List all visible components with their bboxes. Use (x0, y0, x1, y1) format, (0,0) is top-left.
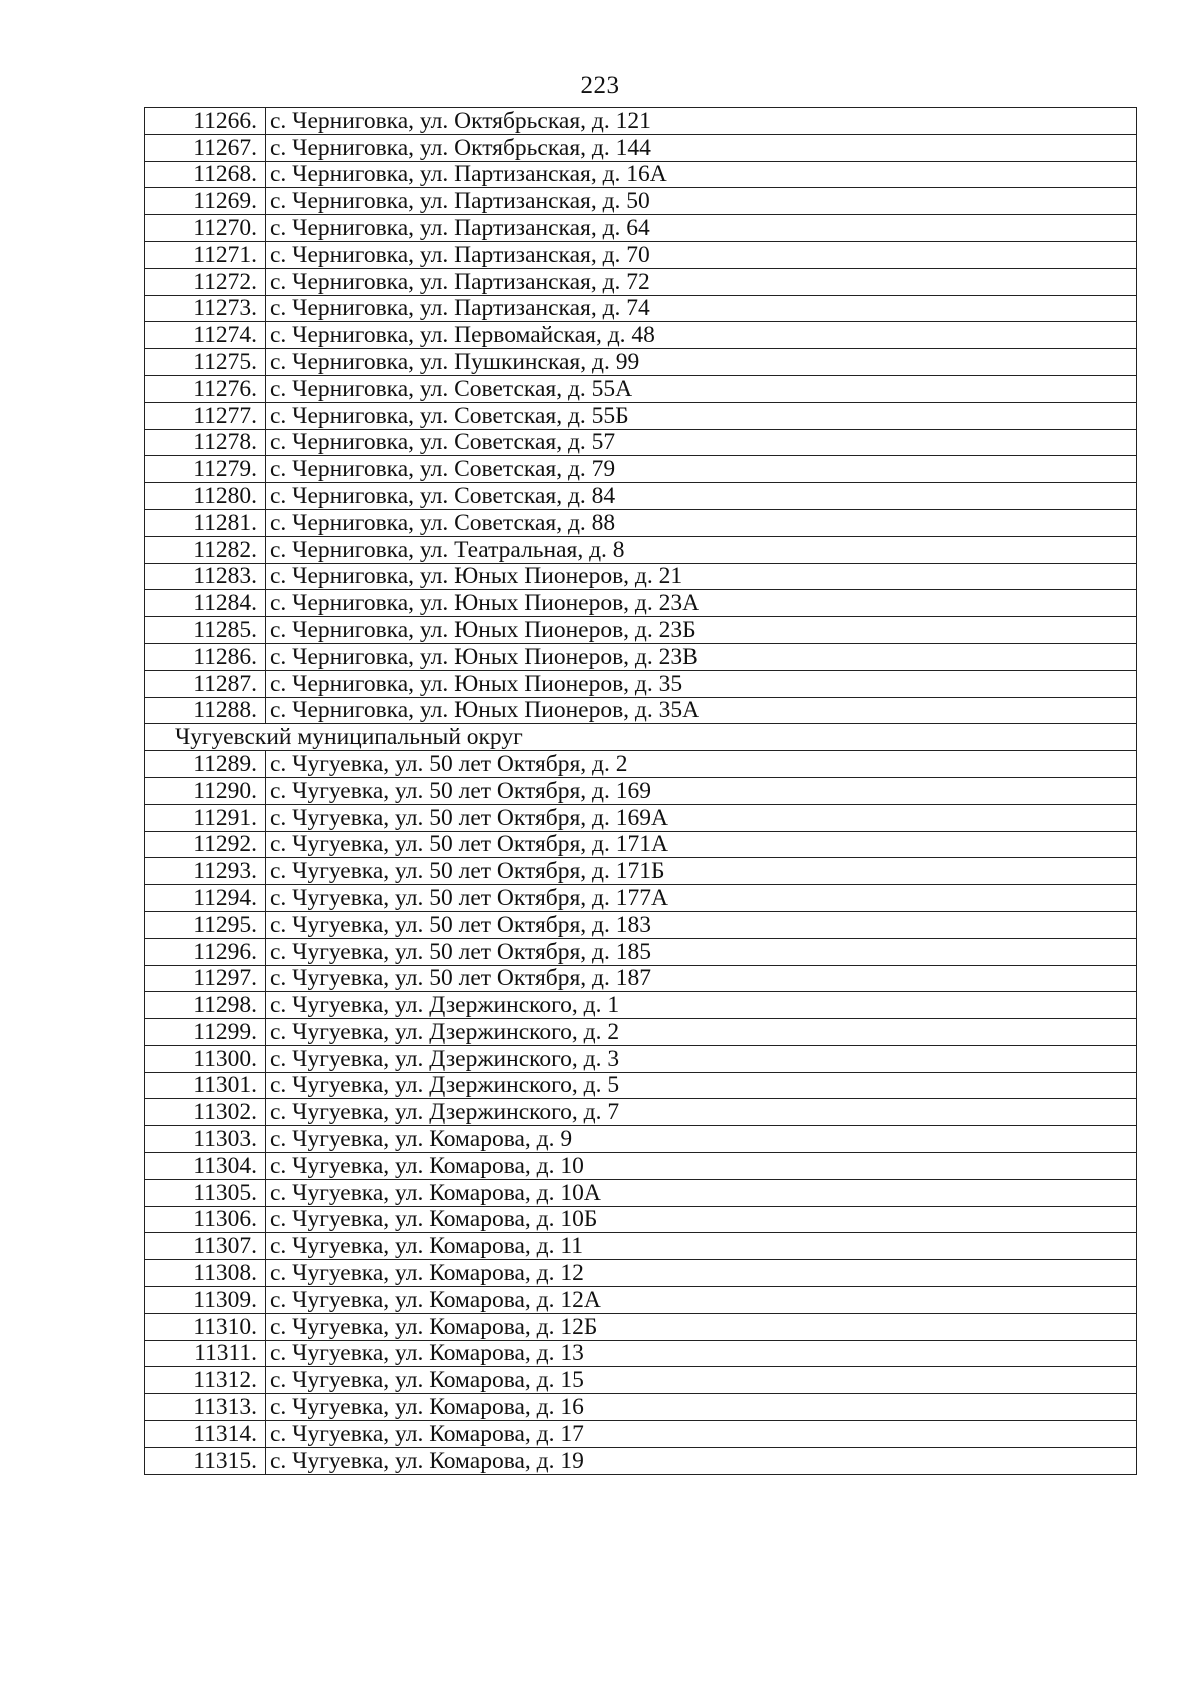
section-header-row (145, 724, 1137, 751)
row-number: 11309. (145, 1287, 266, 1314)
row-number: 11275. (145, 349, 266, 376)
address-cell: с. Чугуевка, ул. Дзержинского, д. 3 (266, 1045, 1137, 1072)
address-cell: с. Чугуевка, ул. Дзержинского, д. 7 (266, 1099, 1137, 1126)
table-row (145, 670, 1137, 697)
table-row (145, 161, 1137, 188)
table-row (145, 1367, 1137, 1394)
address-cell: с. Чугуевка, ул. 50 лет Октября, д. 169А (266, 804, 1137, 831)
address-cell: с. Черниговка, ул. Юных Пионеров, д. 23Б (266, 617, 1137, 644)
row-number: 11290. (145, 777, 266, 804)
row-number: 11289. (145, 751, 266, 778)
address-cell: с. Чугуевка, ул. 50 лет Октября, д. 2 (266, 751, 1137, 778)
address-cell: с. Черниговка, ул. Советская, д. 79 (266, 456, 1137, 483)
row-number: 11306. (145, 1206, 266, 1233)
table-row (145, 563, 1137, 590)
table-row (145, 1126, 1137, 1153)
table-row (145, 402, 1137, 429)
table-row (145, 536, 1137, 563)
table-row (145, 965, 1137, 992)
table-row (145, 268, 1137, 295)
address-cell: с. Чугуевка, ул. Комарова, д. 15 (266, 1367, 1137, 1394)
address-cell: с. Черниговка, ул. Партизанская, д. 16А (266, 161, 1137, 188)
table-row (145, 590, 1137, 617)
table-row (145, 938, 1137, 965)
row-number: 11314. (145, 1421, 266, 1448)
address-cell: с. Чугуевка, ул. Комарова, д. 13 (266, 1340, 1137, 1367)
table-row (145, 1072, 1137, 1099)
row-number: 11312. (145, 1367, 266, 1394)
row-number: 11276. (145, 375, 266, 402)
table-row (145, 885, 1137, 912)
row-number: 11304. (145, 1153, 266, 1180)
address-cell: с. Черниговка, ул. Октябрьская, д. 121 (266, 108, 1137, 135)
address-cell: с. Чугуевка, ул. Комарова, д. 9 (266, 1126, 1137, 1153)
row-number: 11288. (145, 697, 266, 724)
row-number: 11300. (145, 1045, 266, 1072)
table-row (145, 429, 1137, 456)
row-number: 11303. (145, 1126, 266, 1153)
address-table-body (145, 108, 1137, 1475)
address-cell: с. Черниговка, ул. Пушкинская, д. 99 (266, 349, 1137, 376)
row-number: 11272. (145, 268, 266, 295)
row-number: 11302. (145, 1099, 266, 1126)
section-header: Чугуевский муниципальный округ (145, 724, 1137, 751)
table-row (145, 1233, 1137, 1260)
row-number: 11278. (145, 429, 266, 456)
row-number: 11286. (145, 643, 266, 670)
row-number: 11299. (145, 1019, 266, 1046)
page-number: 223 (580, 72, 620, 99)
table-row (145, 456, 1137, 483)
address-cell: с. Чугуевка, ул. 50 лет Октября, д. 185 (266, 938, 1137, 965)
table-row (145, 375, 1137, 402)
row-number: 11287. (145, 670, 266, 697)
address-cell: с. Чугуевка, ул. 50 лет Октября, д. 183 (266, 911, 1137, 938)
address-cell: с. Черниговка, ул. Советская, д. 57 (266, 429, 1137, 456)
address-cell: с. Черниговка, ул. Советская, д. 55А (266, 375, 1137, 402)
table-row (145, 777, 1137, 804)
address-cell: с. Черниговка, ул. Театральная, д. 8 (266, 536, 1137, 563)
table-row (145, 831, 1137, 858)
table-row (145, 1019, 1137, 1046)
address-cell: с. Черниговка, ул. Партизанская, д. 74 (266, 295, 1137, 322)
address-cell: с. Черниговка, ул. Юных Пионеров, д. 23А (266, 590, 1137, 617)
row-number: 11308. (145, 1260, 266, 1287)
row-number: 11307. (145, 1233, 266, 1260)
address-cell: с. Черниговка, ул. Юных Пионеров, д. 23В (266, 643, 1137, 670)
address-cell: с. Черниговка, ул. Юных Пионеров, д. 35 (266, 670, 1137, 697)
address-cell: с. Черниговка, ул. Советская, д. 88 (266, 509, 1137, 536)
table-row (145, 751, 1137, 778)
row-number: 11279. (145, 456, 266, 483)
table-row (145, 349, 1137, 376)
row-number: 11285. (145, 617, 266, 644)
row-number: 11311. (145, 1340, 266, 1367)
address-cell: с. Черниговка, ул. Советская, д. 55Б (266, 402, 1137, 429)
table-row (145, 1340, 1137, 1367)
table-row (145, 241, 1137, 268)
table-row (145, 992, 1137, 1019)
address-cell: с. Чугуевка, ул. Комарова, д. 10А (266, 1179, 1137, 1206)
table-row (145, 697, 1137, 724)
row-number: 11301. (145, 1072, 266, 1099)
row-number: 11283. (145, 563, 266, 590)
table-row (145, 295, 1137, 322)
table-row (145, 1260, 1137, 1287)
address-cell: с. Черниговка, ул. Юных Пионеров, д. 21 (266, 563, 1137, 590)
row-number: 11315. (145, 1447, 266, 1474)
address-cell: с. Черниговка, ул. Октябрьская, д. 144 (266, 134, 1137, 161)
table-row (145, 911, 1137, 938)
row-number: 11282. (145, 536, 266, 563)
row-number: 11305. (145, 1179, 266, 1206)
address-cell: с. Чугуевка, ул. 50 лет Октября, д. 187 (266, 965, 1137, 992)
table-row (145, 188, 1137, 215)
table-row (145, 1287, 1137, 1314)
row-number: 11280. (145, 483, 266, 510)
address-cell: с. Чугуевка, ул. Комарова, д. 12Б (266, 1313, 1137, 1340)
table-row (145, 1313, 1137, 1340)
address-cell: с. Чугуевка, ул. 50 лет Октября, д. 171А (266, 831, 1137, 858)
address-cell: с. Черниговка, ул. Партизанская, д. 64 (266, 215, 1137, 242)
address-cell: с. Черниговка, ул. Юных Пионеров, д. 35А (266, 697, 1137, 724)
address-cell: с. Чугуевка, ул. 50 лет Октября, д. 177А (266, 885, 1137, 912)
row-number: 11297. (145, 965, 266, 992)
table-row (145, 1447, 1137, 1474)
address-cell: с. Чугуевка, ул. 50 лет Октября, д. 171Б (266, 858, 1137, 885)
address-table (144, 107, 1137, 1475)
table-row (145, 1206, 1137, 1233)
row-number: 11292. (145, 831, 266, 858)
row-number: 11298. (145, 992, 266, 1019)
row-number: 11294. (145, 885, 266, 912)
table-row (145, 215, 1137, 242)
table-row (145, 1153, 1137, 1180)
row-number: 11284. (145, 590, 266, 617)
row-number: 11271. (145, 241, 266, 268)
row-number: 11293. (145, 858, 266, 885)
address-cell: с. Чугуевка, ул. Комарова, д. 11 (266, 1233, 1137, 1260)
row-number: 11267. (145, 134, 266, 161)
address-cell: с. Чугуевка, ул. Комарова, д. 10Б (266, 1206, 1137, 1233)
table-row (145, 509, 1137, 536)
row-number: 11291. (145, 804, 266, 831)
row-number: 11313. (145, 1394, 266, 1421)
address-cell: с. Чугуевка, ул. Комарова, д. 12А (266, 1287, 1137, 1314)
row-number: 11277. (145, 402, 266, 429)
address-cell: с. Черниговка, ул. Советская, д. 84 (266, 483, 1137, 510)
table-row (145, 1421, 1137, 1448)
row-number: 11310. (145, 1313, 266, 1340)
table-row (145, 617, 1137, 644)
table-row (145, 804, 1137, 831)
address-cell: с. Чугуевка, ул. Комарова, д. 19 (266, 1447, 1137, 1474)
table-row (145, 322, 1137, 349)
table-row (145, 1045, 1137, 1072)
address-cell: с. Чугуевка, ул. Комарова, д. 10 (266, 1153, 1137, 1180)
address-cell: с. Чугуевка, ул. Дзержинского, д. 5 (266, 1072, 1137, 1099)
table-row (145, 108, 1137, 135)
address-cell: с. Черниговка, ул. Партизанская, д. 70 (266, 241, 1137, 268)
row-number: 11269. (145, 188, 266, 215)
table-row (145, 643, 1137, 670)
address-cell: с. Черниговка, ул. Первомайская, д. 48 (266, 322, 1137, 349)
row-number: 11274. (145, 322, 266, 349)
table-row (145, 134, 1137, 161)
row-number: 11268. (145, 161, 266, 188)
address-cell: с. Черниговка, ул. Партизанская, д. 50 (266, 188, 1137, 215)
table-row (145, 858, 1137, 885)
address-cell: с. Чугуевка, ул. Комарова, д. 12 (266, 1260, 1137, 1287)
row-number: 11273. (145, 295, 266, 322)
row-number: 11266. (145, 108, 266, 135)
row-number: 11281. (145, 509, 266, 536)
table-row (145, 1099, 1137, 1126)
address-cell: с. Чугуевка, ул. Дзержинского, д. 1 (266, 992, 1137, 1019)
address-cell: с. Черниговка, ул. Партизанская, д. 72 (266, 268, 1137, 295)
table-row (145, 483, 1137, 510)
address-cell: с. Чугуевка, ул. Комарова, д. 16 (266, 1394, 1137, 1421)
row-number: 11270. (145, 215, 266, 242)
row-number: 11296. (145, 938, 266, 965)
table-row (145, 1179, 1137, 1206)
address-cell: с. Чугуевка, ул. 50 лет Октября, д. 169 (266, 777, 1137, 804)
table-row (145, 1394, 1137, 1421)
address-cell: с. Чугуевка, ул. Комарова, д. 17 (266, 1421, 1137, 1448)
address-cell: с. Чугуевка, ул. Дзержинского, д. 2 (266, 1019, 1137, 1046)
row-number: 11295. (145, 911, 266, 938)
